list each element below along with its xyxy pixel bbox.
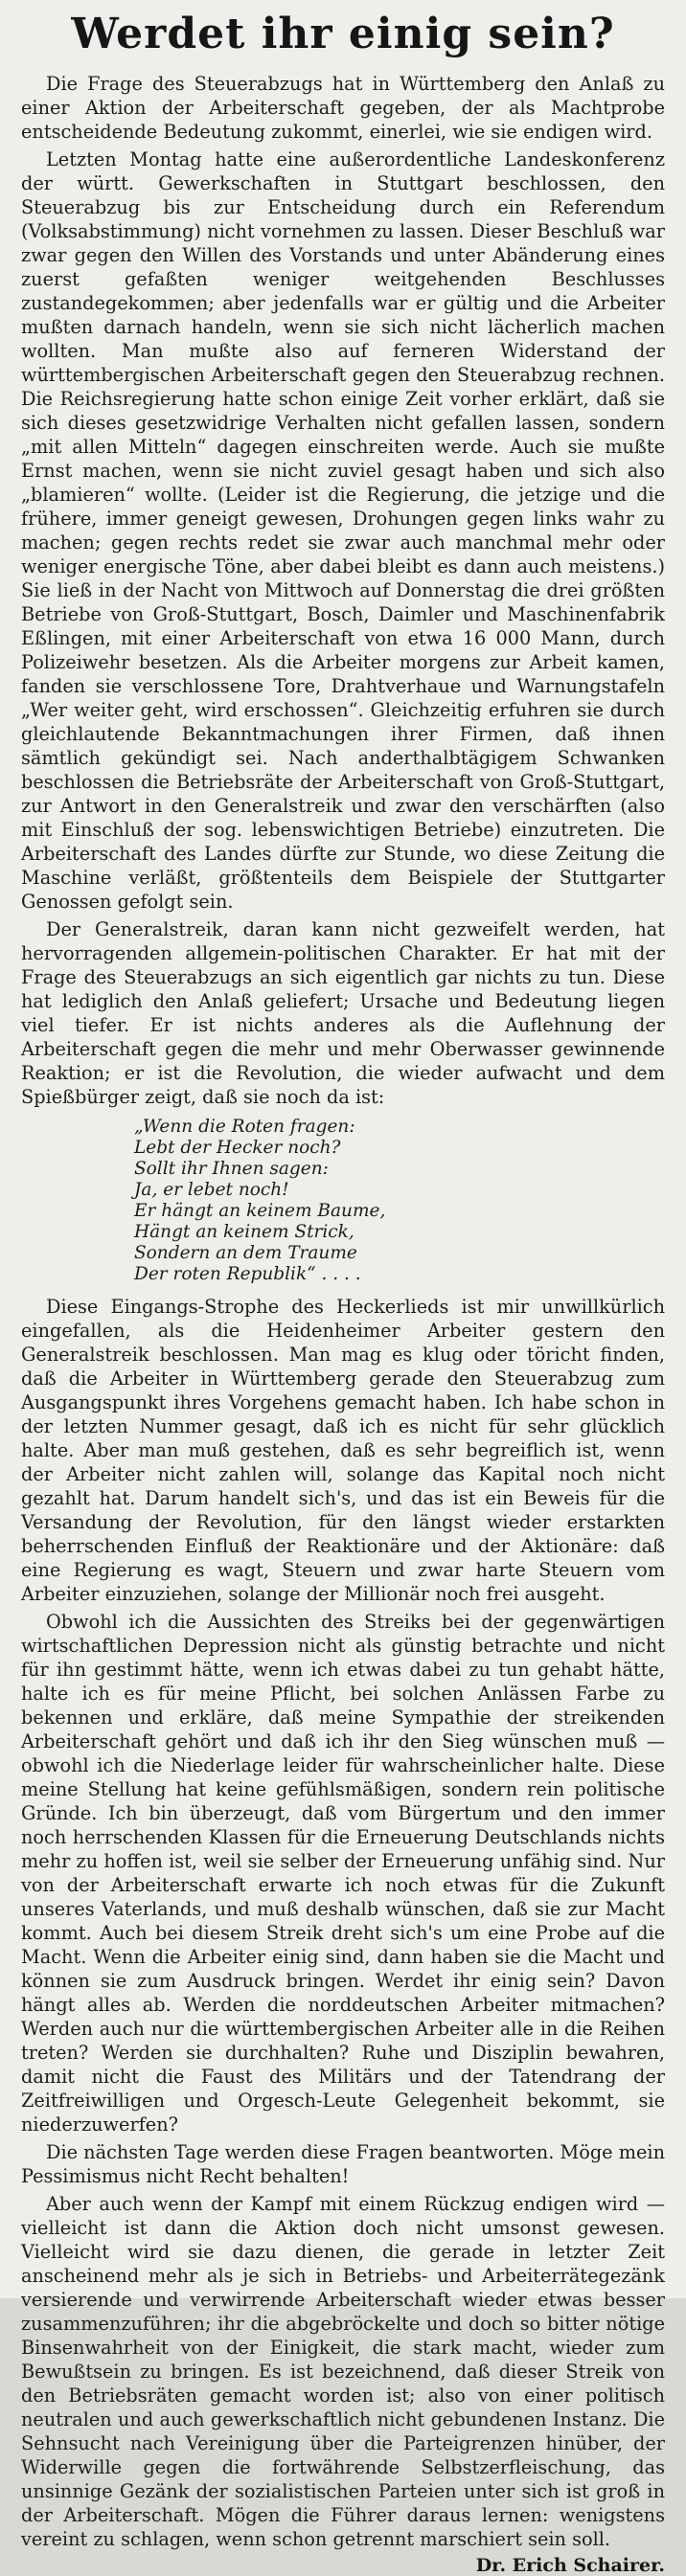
poem-line: Sollt ihr Ihnen sagen: [134,1159,329,1179]
article-paragraph: Obwohl ich die Aussichten des Streiks bei der gegenwärtigen wirtschaftlichen Depression nicht als günstig betrachte und nicht für ihn gestimmt hätte, wenn ich etwas dabei zu tun gehabt hätte, halte ich es für meine Pflicht, bei solchen Anlässen Farbe zu bekennen und erkläre, daß meine Sympathie der streikenden Arbeiterschaft gehört und daß ich ihr den Sieg wünschen muß — obwohl ich die Niederlage leider für wahrscheinlicher halte. Diese meine Stellung hat keine gefühlsmäßigen, sondern rein politische Gründe. Ich bin überzeugt, daß vom Bürgertum und den immer noch herrschenden Klassen für die Erneuerung Deutschlands nichts mehr zu hoffen ist, weil sie selber der Erneuerung unfähig sind. Nur von der Arbeiterschaft erwarte ich noch etwas für die Zukunft unseres Vaterlands, und muß deshalb wünschen, daß sie zur Macht kommt. Auch bei diesem Streik dreht sich's um eine Probe auf die Macht. Wenn die Arbeiter einig sind, dann haben sie die Macht und können sie zum Ausdruck bringen. Werdet ihr einig sein? Davon hängt alles ab. Werden die norddeutschen Arbeiter mitmachen? Werden auch nur die württembergischen Arbeiter alle in die Reihen treten? Werden sie durchhalten? Ruhe und Disziplin bewahren, damit nicht die Faust des Militärs und der Tatendrang der Zeitfreiwilligen und Orgesch-Leute Gelegenheit bekommt, sie niederzuwerfen? [21,1611,665,2135]
poem-line: Hängt an keinem Strick, [134,1222,354,1242]
poem-quote [134,1117,665,1285]
article-paragraph: Letzten Montag hatte eine außerordentliche Landeskonferenz der württ. Gewerkschaften in Stuttgart beschlossen, den Steuerabzug bis zur Entscheidung durch ein Referendum (Volksabstimmung) nicht vornehmen zu lassen. Dieser Beschluß war zwar gegen den Willen des Vorstands und unter Abänderung eines zuerst gefaßten weniger weitgehenden Beschlusses zustandegekommen; aber jedenfalls war er gültig und die Arbeiter mußten darnach handeln, wenn sie sich nicht lächerlich machen wollten. Man mußte also auf ferneren Widerstand der württembergischen Arbeiterschaft gegen den Steuerabzug rechnen. Die Reichsregierung hatte schon einige Zeit vorher erklärt, daß sie sich dieses gesetzwidrige Verhalten nicht gefallen lassen, sondern „mit allen Mitteln“ dagegen einschreiten werde. Auch sie mußte Ernst machen, wenn sie nicht zuviel gesagt haben und sich also „blamieren“ wollte. (Leider ist die Regierung, die jetzige und die frühere, immer geneigt gewesen, Drohungen gegen links wahr zu machen; gegen rechts redet sie zwar auch manchmal mehr oder weniger energische Töne, aber dabei bleibt es dann auch meistens.) Sie ließ in der Nacht von Mittwoch auf Donnerstag die drei größten Betriebe von Groß-Stuttgart, Bosch, Daimler und Maschinenfabrik Eßlingen, mit einer Arbeiterschaft von etwa 16 000 Mann, durch Polizeiwehr besetzen. Als die Arbeiter morgens zur Arbeit kamen, fanden sie verschlossene Tore, Drahtverhaue und Warnungstafeln „Wer weiter geht, wird erschossen“. Gleichzeitig erfuhren sie durch gleichlautende Bekanntmachungen ihrer Firmen, daß ihnen sämtlich gekündigt sei. Nach anderthalbtägigem Schwanken beschlossen die Betriebsräte der Arbeiterschaft von Groß-Stuttgart, zur Antwort in den Generalstreik und zwar den verschärften (also mit Einschluß der sog. lebenswichtigen Betriebe) einzutreten. Die Arbeiterschaft des Landes dürfte zur Stunde, wo diese Zeitung die Maschine verläßt, größtenteils dem Beispiele der Stuttgarter Genossen gefolgt sein. [21,148,665,913]
article-paragraph: Die Frage des Steuerabzugs hat in Württemberg den Anlaß zu einer Aktion der Arbeiterschaft gegeben, der als Machtprobe entscheidende Bedeutung zukommt, einerlei, wie sie endigen wird. [21,73,665,143]
poem-line: Der roten Republik“ . . . . [134,1264,361,1284]
article-body [21,72,665,2551]
poem-line: Lebt der Hecker noch? [134,1138,341,1158]
poem-line: Er hängt an keinem Baume, [134,1201,386,1221]
poem-line: Ja, er lebet noch! [134,1180,289,1200]
article-paragraph: Der Generalstreik, daran kann nicht gezweifelt werden, hat hervorragenden allgemein-politischen Charakter. Er hat mit der Frage des Steuerabzugs an sich eigentlich gar nichts zu tun. Diese hat lediglich den Anlaß geliefert; Ursache und Bedeutung liegen viel tiefer. Er ist nichts anderes als die Auflehnung der Arbeiterschaft gegen die mehr und mehr Oberwasser gewinnende Reaktion; er ist die Revolution, die wieder aufwacht und dem Spießbürger zeigt, daß sie noch da ist: [21,918,665,1108]
poem-line: „Wenn die Roten fragen: [134,1117,355,1137]
article-title: Werdet ihr einig sein? [71,10,615,58]
article-paragraph: Die nächsten Tage werden diese Fragen beantworten. Möge mein Pessimismus nicht Recht behalten! [21,2141,665,2187]
article-paragraph: Aber auch wenn der Kampf mit einem Rückzug endigen wird — vielleicht ist dann die Aktion doch nicht umsonst gewesen. Vielleicht wird sie dazu dienen, die gerade in letzter Zeit anscheinend mehr als je sich in Betriebs- und Arbeiterrätegezänk versierende und verwirrende Arbeiterschaft wieder etwas besser zusammenzuführen; ihr die abgebröckelte und doch so bitter nötige Binsenwahrheit von der Einigkeit, die stark macht, wieder zum Bewußtsein zu bringen. Es ist bezeichnend, daß dieser Streik von den Betriebsräten gemacht worden ist; also von einer politisch neutralen und auch gewerkschaftlich nicht gebundenen Instanz. Die Sehnsucht nach Vereinigung über die Parteigrenzen hinüber, der Widerwille gegen die fortwährende Selbstzerfleischung, das unsinnige Gezänk der sozialistischen Parteien unter sich ist groß in der Arbeiterschaft. Mögen die Führer daraus lernen: wenigstens vereint zu schlagen, wenn schon getrennt marschiert sein soll. [21,2193,665,2550]
poem-line: Sondern an dem Traume [134,1243,357,1263]
article-paragraph: Diese Eingangs-Strophe des Heckerlieds ist mir unwillkürlich eingefallen, als die Heidenheimer Arbeiter gestern den Generalstreik beschlossen. Man mag es klug oder töricht finden, daß die Arbeiter in Württemberg gerade den Steuerabzug zum Ausgangspunkt ihres Vorgehens gemacht haben. Ich habe schon in der letzten Nummer gesagt, daß ich es nicht für sehr glücklich halte. Aber man muß gestehen, daß es sehr begreiflich ist, wenn der Arbeiter nicht zahlen will, solange das Kapital noch nicht gezahlt hat. Darum handelt sich's, und das ist ein Beweis für die Versandung der Revolution, für den längst wieder erstarkten beherrschenden Einfluß der Reaktionäre und der Aktionäre: daß eine Regierung es wagt, Steuern und zwar harte Steuern vom Arbeiter einzuziehen, solange der Millionär noch frei ausgeht. [21,1296,665,1605]
author-signature: Dr. Erich Schairer. [475,2555,665,2576]
